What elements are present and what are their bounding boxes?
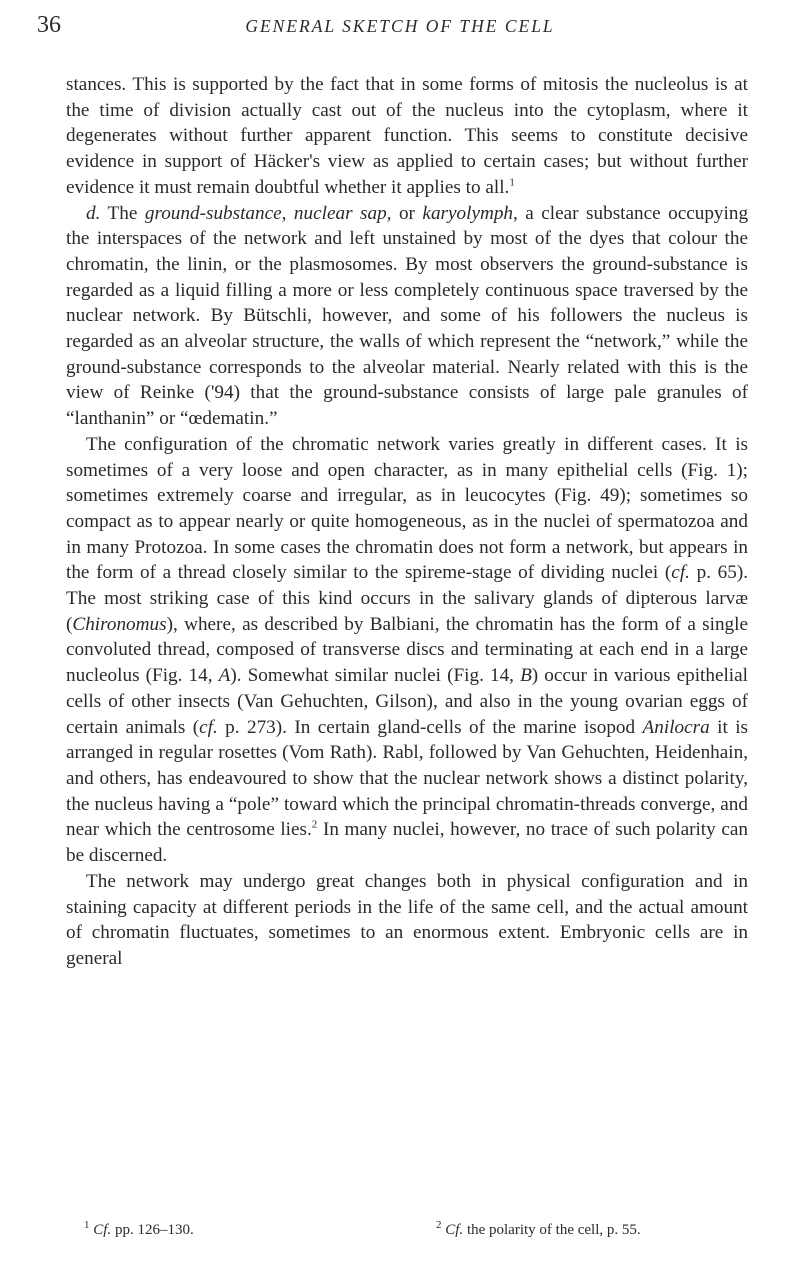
paragraph-3-text-g: it is arranged in regular rosettes (Vom Rath). Rabl, followed by Van Gehuchten, Heidenhain, and others, has endeavoured to show that the nuclear network shows a distinct polarity, the nucleus having a “pole” toward which the principal chromatin-threads converge, and near which the centrosome lies. <box>66 716 748 841</box>
paragraph-3-text-e: ) occur in various epithelial cells of other insects (Van Gehuchten, Gilson), and also in the young ovarian eggs of certain animals ( <box>66 665 748 738</box>
paragraph-3-text-b: p. 65). The most striking case of this kind occurs in the salivary glands of dipterous larvæ ( <box>66 562 749 635</box>
page-header <box>37 6 763 46</box>
paragraph-2 <box>66 201 748 432</box>
running-title: GENERAL SKETCH OF THE CELL <box>245 16 555 36</box>
cf-ref-1: cf. <box>671 562 690 584</box>
footnote-1 <box>66 1219 376 1239</box>
paragraph-3 <box>66 432 748 869</box>
paragraph-4 <box>66 869 748 972</box>
paragraph-3-text-c: ), where, as described by Balbiani, the chromatin has the form of a single convoluted thread, composed of transverse discs and terminating at each end in a large nucleolus (Fig. 14, <box>66 613 748 687</box>
paragraph-3-text-d: ). Somewhat similar nuclei (Fig. 14, <box>230 665 521 687</box>
fig-ref-a: A <box>218 665 231 687</box>
cf-ref-2: cf. <box>199 716 218 738</box>
paragraph-3-text-a: The configuration of the chromatic network varies greatly in different cases. It is sometimes of a very loose and open character, as in many epithelial cells (Fig. 1); sometimes extremely coarse and irregular, as in leucocytes (Fig. 49); sometimes so compact as to appear nearly or quite homogeneous, as in the nuclei of spermatozoa and in many Protozoa. In some cases the chromatin does not form a network, but appears in the form of a thread closely similar to the spireme-stage of dividing nuclei ( <box>66 433 748 584</box>
footnote-2-mark: 2 <box>436 1219 442 1231</box>
fig-ref-b: B <box>520 665 532 687</box>
footnote-ref-2: 2 <box>311 819 318 831</box>
term-chironomus: Chironomus <box>72 613 167 635</box>
footnotes <box>66 1219 748 1239</box>
paragraph-2-or: or <box>398 202 415 224</box>
section-label-d: d. <box>86 202 101 224</box>
footnote-1-cf: Cf. <box>93 1222 112 1238</box>
page-number: 36 <box>37 12 61 38</box>
footnote-2 <box>376 1219 641 1239</box>
term-karyolymph: karyolymph, <box>422 202 518 224</box>
term-anilocra: Anilocra <box>642 716 710 738</box>
paragraph-1-text: stances. This is supported by the fact that in some forms of mitosis the nucleolus is at the time of division actually cast out of the nucleus into the cytoplasm, where it degenerates without further apparent function. This seems to constitute decisive evidence in support of Häcker's view as applied to certain cases; but without further evidence it must remain doubtful whether it applies to all. <box>66 74 748 198</box>
footnote-ref-1: 1 <box>509 176 515 189</box>
footnote-1-text: pp. 126–130. <box>111 1222 194 1238</box>
paragraph-2-the: The <box>107 202 138 224</box>
paragraph-3-text-h: In many nuclei, however, no trace of such polarity can be discerned. <box>66 819 748 867</box>
footnote-1-mark: 1 <box>84 1219 90 1231</box>
paragraph-3-text-f: p. 273). In certain gland-cells of the marine isopod <box>217 716 643 738</box>
paragraph-2-text: a clear substance occupying the interspaces of the network and left unstained by most of the dyes that colour the chromatin, the linin, or the plasmosomes. By most observers the ground-substance is regarded as a liquid filling a more or less completely continuous space traversed by the nuclear network. By Bütschli, however, and some of his followers the nucleus is regarded as an alveolar structure, the walls of which represent the “network,” while the ground-substance corresponds to the alveolar material. Nearly related with this is the view of Reinke ('94) that the ground-substance consists of large pale granules of “lanthanin” or “œdematin.” <box>66 202 749 430</box>
paragraph-1 <box>66 72 748 201</box>
body-text <box>66 72 748 972</box>
footnote-2-cf: Cf. <box>445 1222 464 1238</box>
term-ground-substance: ground-substance, nuclear sap, <box>144 202 392 224</box>
paragraph-4-text: The network may undergo great changes both in physical configuration and in staining capacity at different periods in the life of the same cell, and the actual amount of chromatin fluctuates, sometimes to an enormous extent. Embryonic cells are in general <box>66 870 748 969</box>
footnote-2-text: the polarity of the cell, p. 55. <box>463 1222 641 1238</box>
